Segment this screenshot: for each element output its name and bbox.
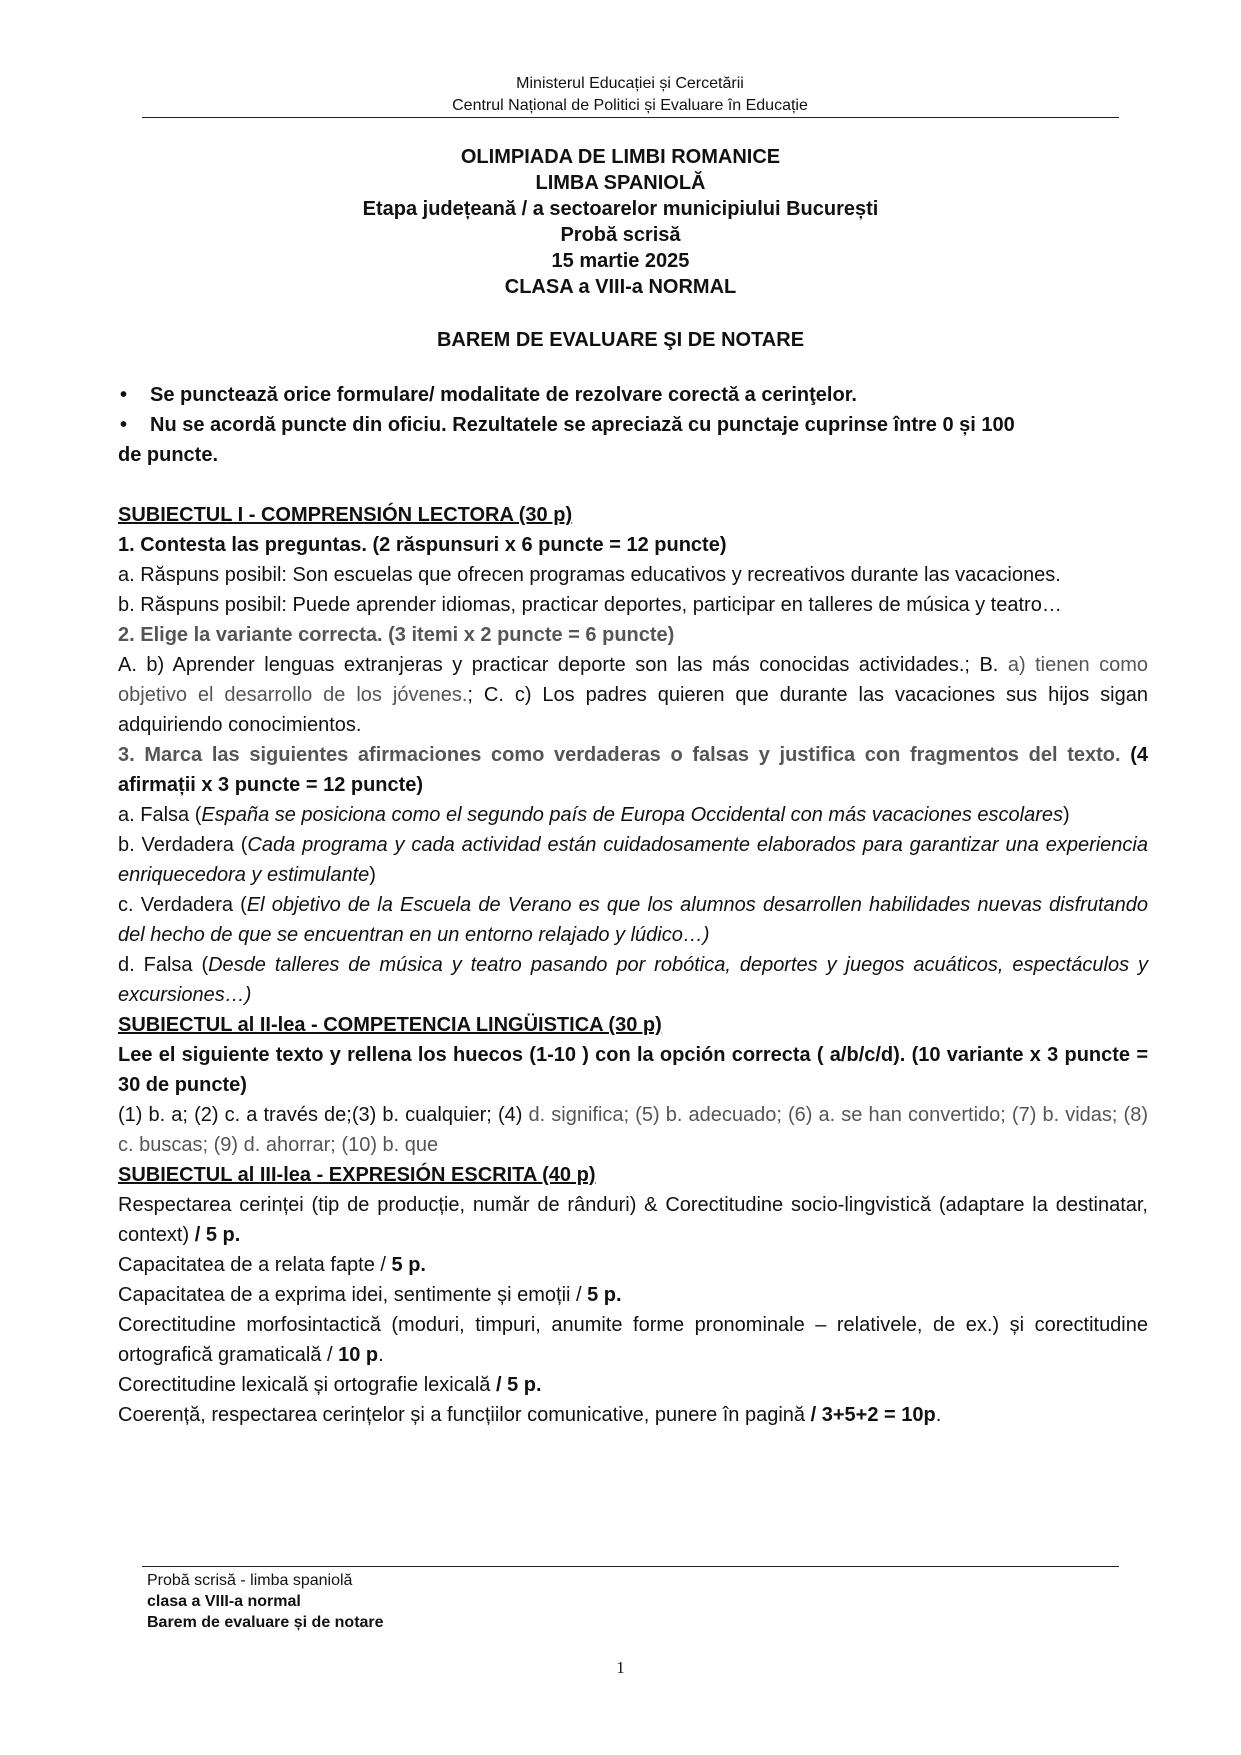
criterion-points: 5 p. [587, 1284, 622, 1306]
answer-3b [118, 830, 1148, 890]
answer-quote: Cada programa y cada actividad están cuidadosamente elaborados para garantizar una experiencia enriquecedora y estimulante [118, 834, 1148, 886]
criterion-1 [118, 1190, 1148, 1250]
footer-class: clasa a VIII-a normal [147, 1593, 301, 1610]
answer-2 [118, 650, 1148, 740]
footer-exam: Probă scrisă - limba spaniolă [147, 1572, 353, 1589]
title-block [118, 144, 1123, 300]
answer-label: d. Falsa ( [118, 954, 209, 976]
rule-item [118, 380, 1148, 410]
title-date: 15 martie 2025 [551, 250, 690, 272]
criterion-points: / 3+5+2 = 10p [810, 1404, 936, 1426]
title-stage: Etapa județeană / a sectoarelor municipiului București [362, 198, 879, 220]
answer-3d [118, 950, 1148, 1010]
criterion-end: . [935, 1404, 942, 1426]
document-body [118, 380, 1148, 1430]
answer-quote: España se posiciona como el segundo país de Europa Occidental con más vacaciones escolares [201, 804, 1063, 826]
answer-3c [118, 890, 1148, 950]
criterion-points: / 5 p. [194, 1224, 241, 1246]
title-olympiad: OLIMPIADA DE LIMBI ROMANICE [460, 146, 781, 168]
header-rule [142, 117, 1119, 118]
rule-item [118, 410, 1148, 440]
footer-barem: Barem de evaluare și de notare [147, 1614, 384, 1631]
title-class: CLASA a VIII-a NORMAL [504, 276, 737, 298]
page-number: 1 [616, 1658, 625, 1677]
criterion-3 [118, 1280, 1148, 1310]
bullet-icon: • [120, 414, 128, 436]
section-2-heading: SUBIECTUL al II-lea - COMPETENCIA LINGÜISTICA (30 p) [118, 1014, 662, 1036]
answers-part: (1) b. a; (2) c. a través de;(3) b. cualquier; (4) [118, 1104, 529, 1126]
footer-rule [142, 1566, 1119, 1567]
criterion-text: Capacitatea de a exprima idei, sentimente și emoții / [118, 1284, 588, 1306]
criterion-text: Corectitudine morfosintactică (moduri, timpuri, anumite forme pronominale – relativele, de ex.) și corectitudine ortografică gramaticală / [118, 1314, 1148, 1366]
section-3-heading: SUBIECTUL al III-lea - EXPRESIÓN ESCRITA (40 p) [118, 1164, 596, 1186]
section-2-instructions: Lee el siguiente texto y rellena los huecos (1-10 ) con la opción correcta ( a/b/c/d). (10 variante x 3 puncte = 30 de puncte) [118, 1044, 1148, 1096]
title-language: LIMBA SPANIOLĂ [535, 172, 706, 194]
answer-1b: b. Răspuns posibil: Puede aprender idiomas, practicar deportes, participar en talleres de música y teatro… [118, 594, 1062, 616]
header-ministry: Ministerul Educației și Cercetării [516, 75, 744, 92]
question-2: 2. Elige la variante correcta. (3 itemi x 2 puncte = 6 puncte) [118, 624, 675, 646]
criterion-5 [118, 1370, 1148, 1400]
section-1-heading: SUBIECTUL I - COMPRENSIÓN LECTORA (30 p) [118, 504, 573, 526]
answer-3a [118, 800, 1148, 830]
answer-close: ) [369, 864, 376, 886]
criterion-6 [118, 1400, 1148, 1430]
criterion-text: Respectarea cerinței (tip de producție, număr de rânduri) & Corectitudine socio-lingvistică (adaptare la destinatar, context) [118, 1194, 1148, 1246]
criterion-text: Corectitudine lexicală și ortografie lexicală [118, 1374, 496, 1396]
criterion-text: Capacitatea de a relata fapte / [118, 1254, 392, 1276]
criterion-2 [118, 1250, 1148, 1280]
barem-title: BAREM DE EVALUARE ŞI DE NOTARE [436, 329, 805, 351]
answer-close: ) [1062, 804, 1070, 826]
question-3-text: 3. Marca las siguientes afirmaciones como verdaderas o falsas y justifica con fragmentos del texto. [118, 744, 1121, 766]
answer-label: b. Verdadera ( [118, 834, 248, 856]
answer-quote: El objetivo de la Escuela de Verano es que los alumnos desarrollen habilidades nuevas disfrutando del hecho de que se encuentran en un entorno relajado y lúdico…) [118, 894, 1149, 946]
criterion-4 [118, 1310, 1148, 1370]
answer-quote: Desde talleres de música y teatro pasando por robótica, deportes y juegos acuáticos, espectáculos y excursiones…) [118, 954, 1149, 1006]
question-3 [118, 740, 1148, 800]
answer-2-part: A. b) Aprender lenguas extranjeras y practicar deporte son las más conocidas actividades.; B. [118, 654, 1008, 676]
bullet-icon: • [120, 384, 128, 406]
rule-text: Se punctează orice formulare/ modalitate de rezolvare corectă a cerinţelor. [150, 384, 857, 406]
header-center: Centrul Național de Politici și Evaluare în Educație [452, 97, 808, 114]
answer-1a: a. Răspuns posibil: Son escuelas que ofrecen programas educativos y recreativos durante las vacaciones. [118, 564, 1061, 586]
criterion-points: 10 p [338, 1344, 379, 1366]
question-3-points: (4 afirmații x 3 puncte = 12 puncte) [118, 744, 1148, 796]
answer-label: c. Verdadera ( [118, 894, 247, 916]
spacer [118, 470, 1148, 500]
answers-part: d. significa; (5) b. adecuado; (6) a. se han convertido; (7) b. vidas; (8) c. buscas; (9) d. ahorrar; (10) b. que [118, 1104, 1148, 1156]
criterion-points: 5 p. [391, 1254, 426, 1276]
criterion-points: / 5 p. [495, 1374, 542, 1396]
title-exam-type: Probă scrisă [560, 224, 681, 246]
footer [147, 1570, 384, 1633]
question-1: 1. Contesta las preguntas. (2 răspunsuri x 6 puncte = 12 puncte) [118, 534, 727, 556]
answer-label: a. Falsa ( [118, 804, 202, 826]
criterion-end: . [378, 1344, 384, 1366]
answer-2-part: ; C. c) Los padres quieren que durante las vacaciones sus hijos sigan adquiriendo conocimientos. [118, 684, 1148, 736]
rule-text-continued: de puncte. [118, 444, 219, 466]
rule-text: Nu se acordă puncte din oficiu. Rezultatele se apreciază cu punctaje cuprinse între 0 și 100 [150, 414, 1015, 436]
section-2-answers [118, 1100, 1148, 1160]
answer-2-part: a) tienen como objetivo el desarrollo de los jóvenes. [118, 654, 1148, 706]
criterion-text: Coerență, respectarea cerințelor și a funcțiilor comunicative, punere în pagină [118, 1404, 811, 1426]
